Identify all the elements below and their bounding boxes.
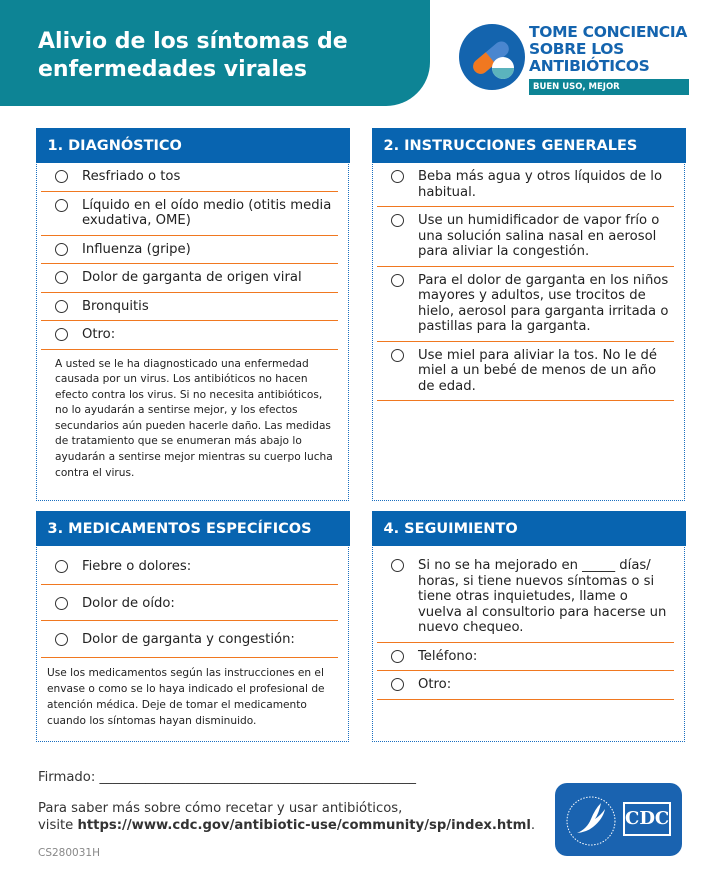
section-title: 3. MEDICAMENTOS ESPECÍFICOS: [36, 511, 350, 546]
pill-icon: [459, 24, 525, 90]
medications-note: Use los medicamentos según las instrucciones en el envase o como se lo haya indicado el profesional de atención médica. Deje de tomar el medicamento cuando los síntomas hayan disminuido.: [47, 666, 325, 727]
visit-text: visite: [38, 818, 78, 833]
section-title: 2. INSTRUCCIONES GENERALES: [372, 128, 686, 163]
checkbox-item[interactable]: [377, 163, 674, 207]
logo-line1: TOME CONCIENCIA: [529, 23, 688, 41]
radio-circle-icon[interactable]: [391, 678, 404, 691]
item-label: Otro:: [418, 677, 452, 692]
radio-circle-icon[interactable]: [55, 243, 68, 256]
checkbox-item[interactable]: [377, 643, 674, 672]
checkbox-item[interactable]: [41, 585, 338, 622]
radio-circle-icon[interactable]: [391, 170, 404, 183]
item-label: Otro:: [82, 327, 116, 342]
checkbox-item[interactable]: [41, 621, 338, 658]
checkbox-item[interactable]: [41, 236, 338, 265]
radio-circle-icon[interactable]: [391, 650, 404, 663]
checkbox-item[interactable]: [377, 342, 674, 402]
item-label: Dolor de garganta de origen viral: [82, 270, 302, 285]
section-general-instructions: [372, 128, 685, 501]
section-follow-up: [372, 511, 685, 742]
checkbox-item[interactable]: [377, 546, 674, 643]
item-label: Teléfono:: [418, 648, 478, 664]
item-label: Use miel para aliviar la tos. No le dé miel a un bebé de menos de un año de edad.: [418, 347, 658, 394]
radio-circle-icon[interactable]: [55, 170, 68, 183]
logo-tagline: BUEN USO, MEJOR TRATAMIENTO: [529, 79, 689, 95]
item-label: Fiebre o dolores:: [82, 559, 192, 574]
checkbox-item[interactable]: [41, 163, 338, 192]
logo-line3: ANTIBIÓTICOS: [529, 57, 650, 75]
radio-circle-icon[interactable]: [55, 199, 68, 212]
period: .: [530, 818, 536, 833]
section-title: 4. SEGUIMIENTO: [372, 511, 686, 546]
radio-circle-icon[interactable]: [55, 633, 68, 646]
radio-circle-icon[interactable]: [55, 271, 68, 284]
item-label: Si no se ha mejorado en _____ días/ horas, si tiene nuevos síntomas o si tiene otras inquietudes, llame o vuelva al consultorio para hacerse un nuevo chequeo.: [418, 558, 667, 635]
item-label: Influenza (gripe): [82, 241, 191, 257]
page-title-line2: enfermedades virales: [38, 57, 307, 82]
item-label: Líquido en el oído medio (otitis media exudativa, OME): [82, 197, 332, 228]
checkbox-item[interactable]: [377, 671, 674, 700]
more-info-text: Para saber más sobre cómo recetar y usar antibióticos,: [38, 801, 403, 816]
cdc-logo-text: CDC: [623, 802, 671, 836]
item-label: Dolor de garganta y congestión:: [82, 632, 295, 647]
cdc-link[interactable]: https://www.cdc.gov/antibiotic-use/community/sp/index.html: [77, 818, 531, 833]
more-info: [38, 800, 535, 834]
signature-line[interactable]: [38, 770, 416, 785]
checkbox-item[interactable]: [41, 192, 338, 236]
item-label: Beba más agua y otros líquidos de lo habitual.: [418, 169, 663, 200]
checkbox-item[interactable]: [377, 267, 674, 342]
section-diagnosis: [36, 128, 349, 501]
signed-blank[interactable]: ________________________________________________: [99, 770, 416, 785]
diagnosis-note: A usted se le ha diagnosticado una enfermedad causada por un virus. Los antibióticos no hacen efecto contra los virus. Si no necesita antibióticos, no lo ayudarán a sentirse mejor, y los efectos secundarios aún pueden hacerle daño. Las medidas de tratamiento que se enumeran más abajo lo ayudarán a sentirse mejor mientras su cuerpo lucha contra el virus.: [55, 357, 333, 479]
radio-circle-icon[interactable]: [391, 214, 404, 227]
radio-circle-icon[interactable]: [391, 349, 404, 362]
logo-line2: SOBRE LOS: [529, 40, 625, 58]
radio-circle-icon[interactable]: [391, 559, 404, 572]
section-specific-medications: [36, 511, 349, 742]
checkbox-item[interactable]: [377, 207, 674, 267]
radio-circle-icon[interactable]: [391, 274, 404, 287]
page-title-line1: Alivio de los síntomas de: [38, 29, 348, 54]
radio-circle-icon[interactable]: [55, 560, 68, 573]
radio-circle-icon[interactable]: [55, 597, 68, 610]
item-label: Para el dolor de garganta en los niños mayores y adultos, use trocitos de hielo, aerosol para garganta irritada o pastillas para la garganta.: [418, 272, 669, 334]
checkbox-item[interactable]: [41, 264, 338, 293]
checkbox-item[interactable]: [41, 293, 338, 322]
document-code: CS280031H: [38, 847, 100, 859]
title-banner: [0, 0, 430, 106]
radio-circle-icon[interactable]: [55, 300, 68, 313]
checkbox-item[interactable]: [41, 546, 338, 585]
section-title: 1. DIAGNÓSTICO: [36, 128, 350, 163]
checkbox-item[interactable]: [41, 321, 338, 350]
campaign-logo: [459, 23, 699, 108]
item-label: Dolor de oído:: [82, 595, 175, 611]
item-label: Resfriado o tos: [82, 169, 181, 184]
radio-circle-icon[interactable]: [55, 328, 68, 341]
item-label: Bronquitis: [82, 298, 149, 314]
signed-label: Firmado:: [38, 770, 96, 785]
item-label: Use un humidificador de vapor frío o una solución salina nasal en aerosol para aliviar la congestión.: [418, 213, 660, 259]
hhs-cdc-logo: [555, 783, 682, 856]
